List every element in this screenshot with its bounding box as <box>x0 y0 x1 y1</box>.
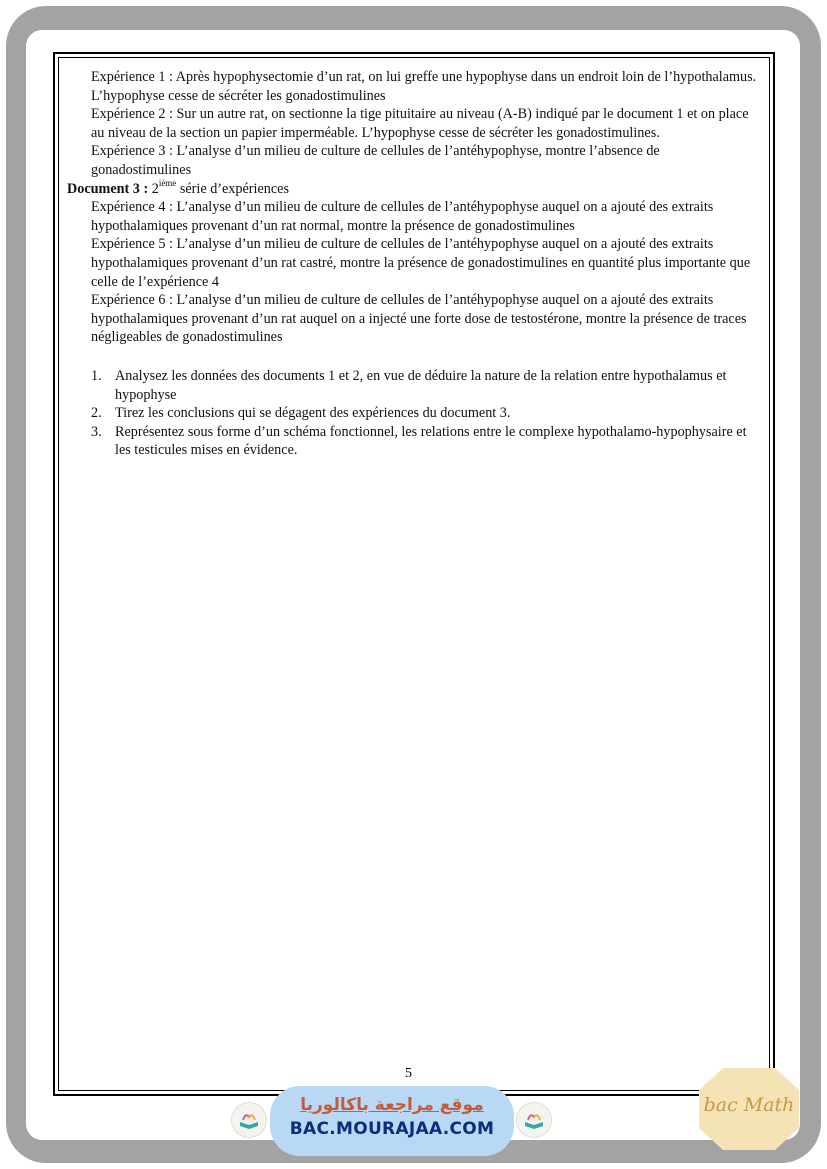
bac-math-logo <box>697 1066 801 1152</box>
question-text: Tirez les conclusions qui se dégagent des expériences du document 3. <box>115 405 511 422</box>
page-number: 5 <box>405 1066 412 1081</box>
site-logo-right <box>516 1102 552 1138</box>
experience-4: Expérience 4 : L’analyse d’un milieu de culture de cellules de l’antéhypophyse auquel on a ajouté des extraits hypothalamiques provenant d’un rat normal, montre la présence de gonadostimulines <box>91 199 714 234</box>
questions-list <box>67 367 759 460</box>
question-text: Analysez les données des documents 1 et 2, en vue de déduire la nature de la relation entre hypothalamus et hypophyse <box>115 367 727 403</box>
question-item <box>67 423 759 460</box>
experience-6: Expérience 6 : L’analyse d’un milieu de culture de cellules de l’antéhypophyse auquel on a ajouté des extraits hypothalamiques provenant d’un rat auquel on a injecté une forte dose de testostérone, montre la présence de traces négligeables de gonadostimulines <box>91 292 747 346</box>
experience-5: Expérience 5 : L’analyse d’un milieu de culture de cellules de l’antéhypophyse auquel on a ajouté des extraits hypothalamiques provenant d’un rat castré, montre la présence de gonadostimulines en quantité plus importante que celle de l’expérience 4 <box>91 236 751 290</box>
series-superscript: ième <box>158 177 177 188</box>
experience-2: Expérience 2 : Sur un autre rat, on sectionne la tige pituitaire au niveau (A-B) indiqué par le document 1 et on place au niveau de la section un papier imperméable. L’hypophyse cesse de sécréter les gonadostimulines. <box>91 106 749 141</box>
question-item <box>67 367 759 404</box>
question-item <box>67 404 759 423</box>
book-icon <box>522 1108 546 1132</box>
series-number: 2 <box>148 180 159 197</box>
document-3-label: Document 3 : <box>67 180 149 197</box>
document-3-heading <box>67 177 759 199</box>
site-banner-link[interactable] <box>270 1086 514 1156</box>
question-number: 3. <box>91 423 102 440</box>
document-content <box>67 68 759 460</box>
question-number: 1. <box>91 367 102 384</box>
experience-3: Expérience 3 : L’analyse d’un milieu de culture de cellules de l’antéhypophyse, montre l’absence de gonadostimulines <box>91 143 660 178</box>
book-icon <box>237 1108 261 1132</box>
question-number: 2. <box>91 405 102 422</box>
question-text: Représentez sous forme d’un schéma fonctionnel, les relations entre le complexe hypothalamo-hypophysaire et les testicules mises en évidence. <box>115 423 747 459</box>
experience-1: Expérience 1 : Après hypophysectomie d’un rat, on lui greffe une hypophyse dans un endroit loin de l’hypothalamus. L’hypophyse cesse de sécréter les gonadostimulines <box>91 69 757 104</box>
banner-arabic-title: موقع مراجعة باكالوريا <box>300 1095 484 1115</box>
series-title: série d’expériences <box>176 180 289 197</box>
site-logo-left <box>231 1102 267 1138</box>
banner-url: BAC.MOURAJAA.COM <box>289 1119 495 1139</box>
bac-math-logo-text: bac Math <box>703 1094 795 1116</box>
